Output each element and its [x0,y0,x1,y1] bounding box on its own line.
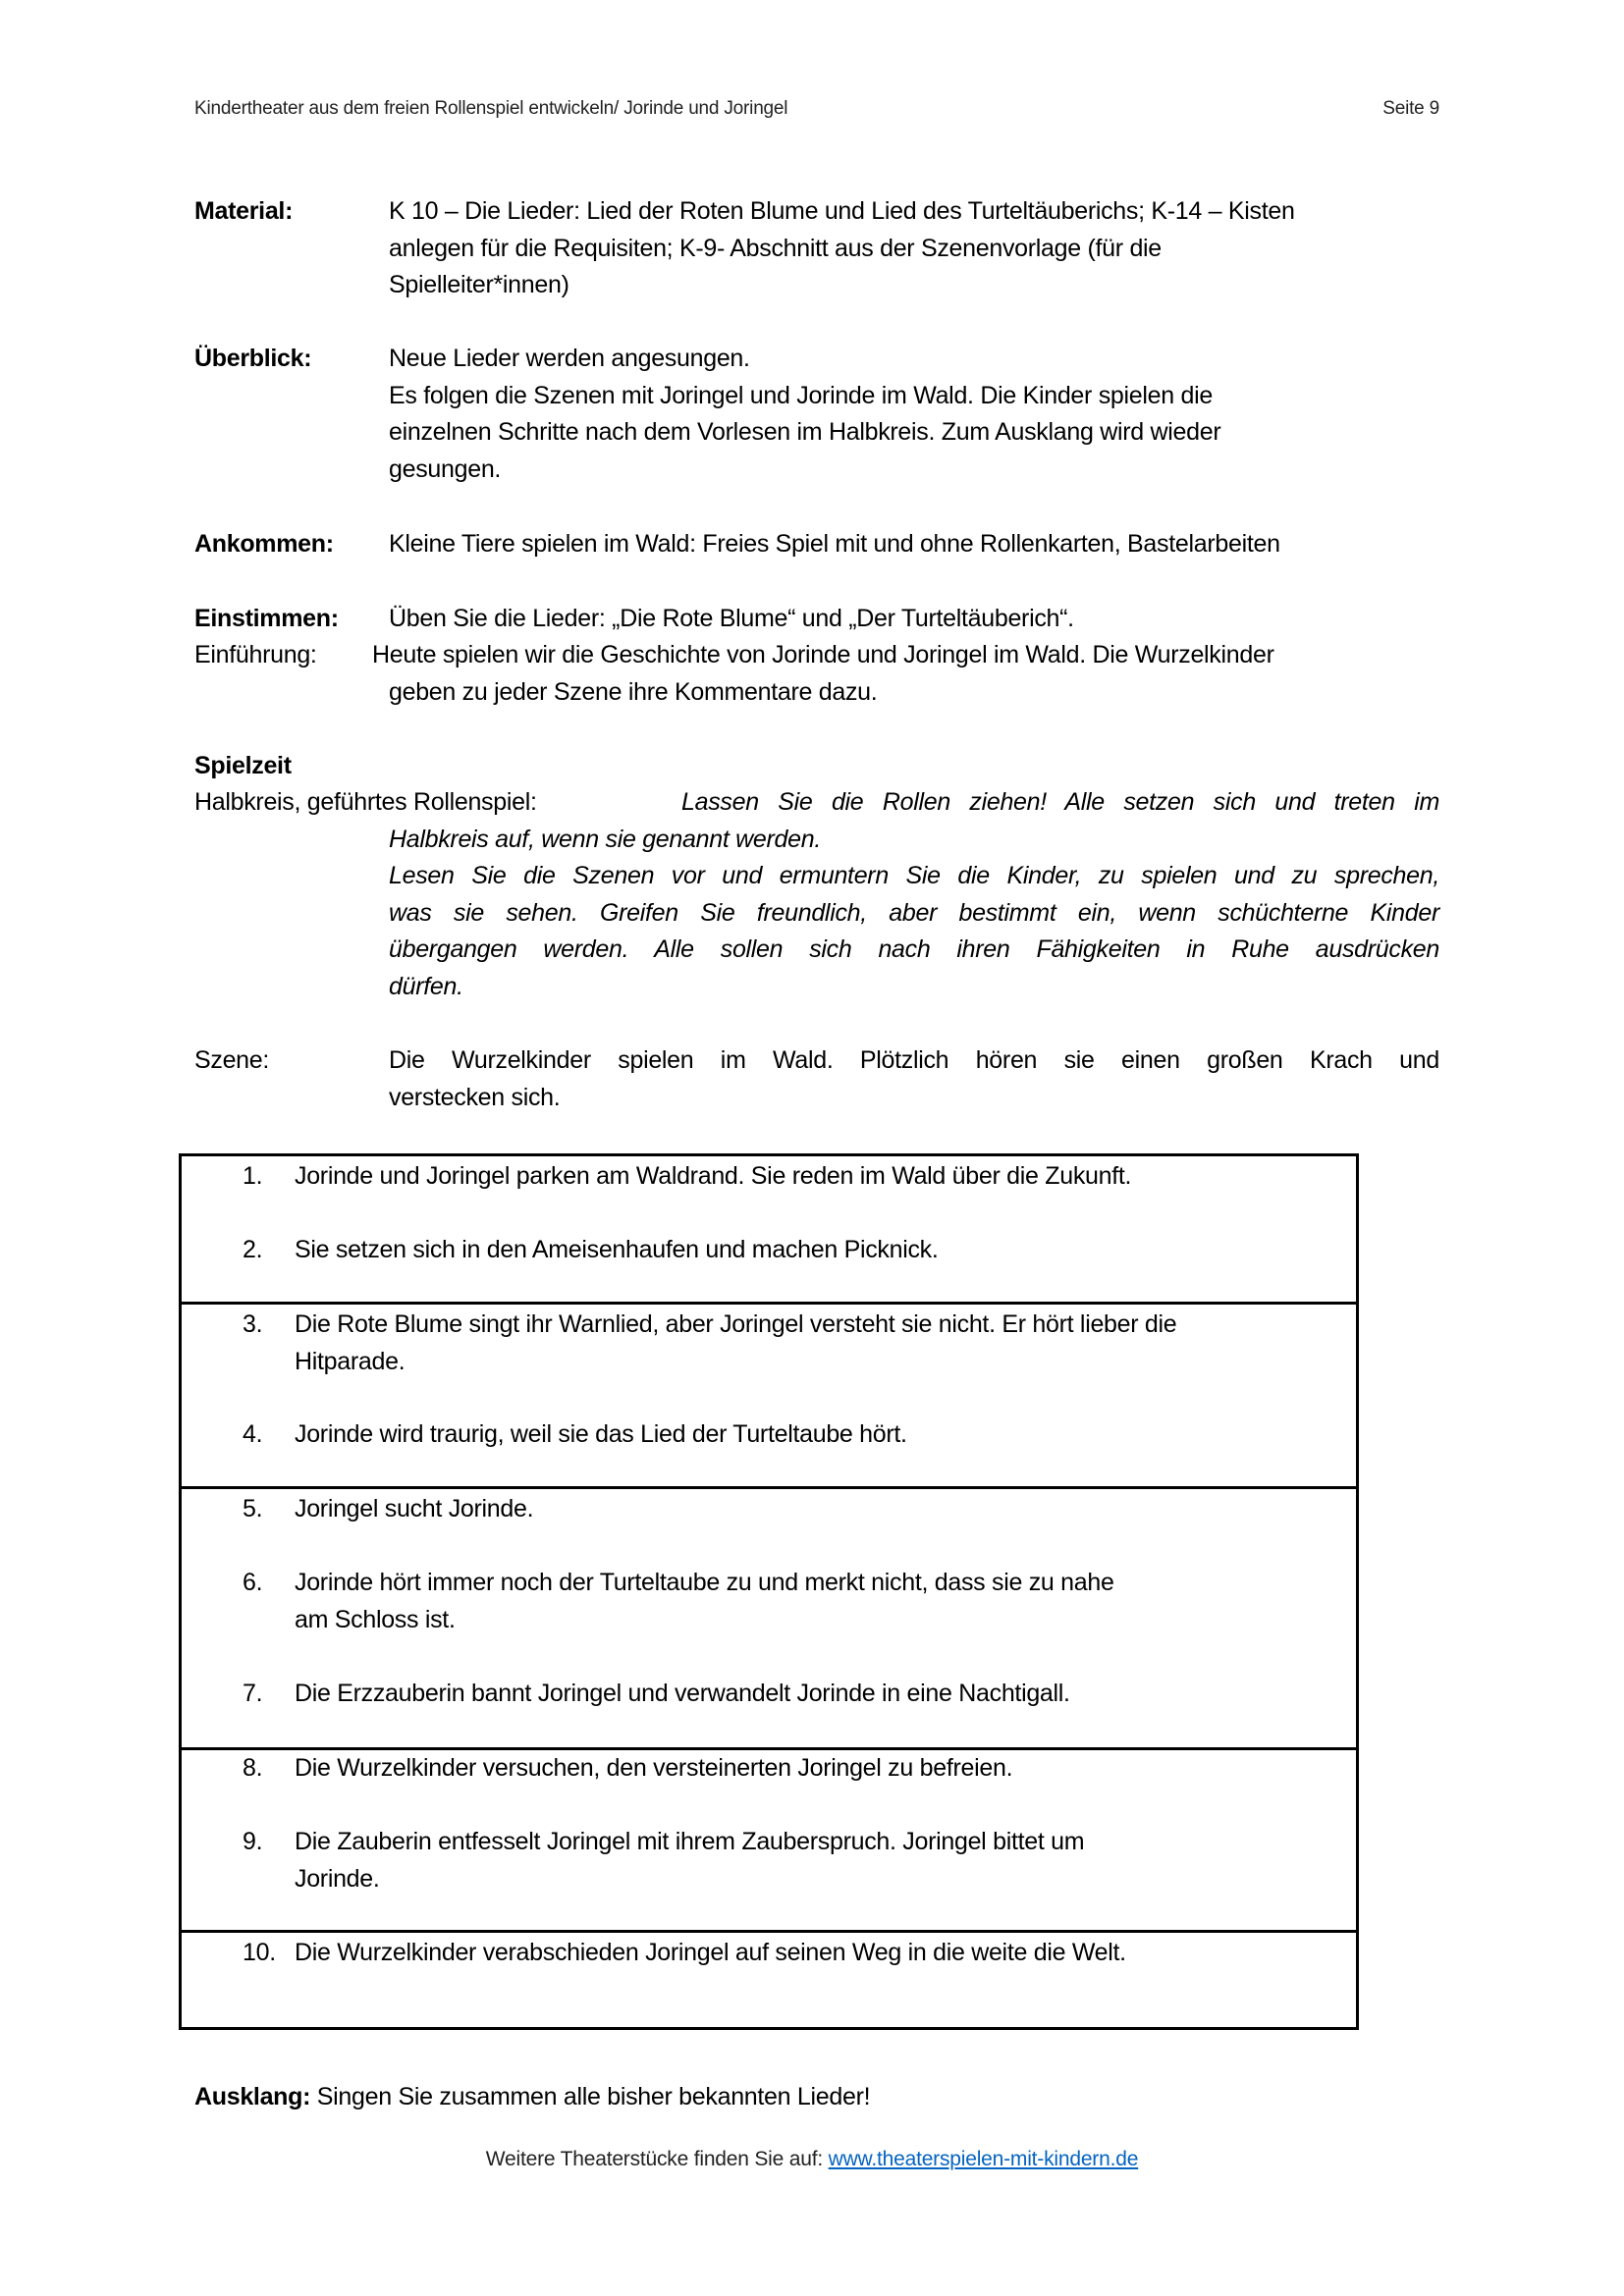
scene-steps-table [179,1153,1359,2030]
ankommen-label: Ankommen: [194,530,334,558]
spielzeit-line: Lassen Sie die Rollen ziehen! Alle setzen sich und treten im [681,788,1439,816]
website-link[interactable]: www.theaterspielen-mit-kindern.de [828,2148,1139,2170]
step-text: am Schloss ist. [295,1605,456,1633]
material-label: Material: [194,197,294,225]
step-number: 4. [243,1420,263,1448]
spielzeit-line: Lesen Sie die Szenen vor und ermuntern Sie die Kinder, zu spielen und zu sprechen, [389,862,1439,889]
step-text: Die Rote Blume singt ihr Warnlied, aber Joringel versteht sie nicht. Er hört lieber die [295,1310,1177,1338]
ueberblick-line: einzelnen Schritte nach dem Vorlesen im Halbkreis. Zum Ausklang wird wieder [389,418,1221,446]
page-header [194,98,1439,120]
szene-label: Szene: [194,1046,270,1074]
step-number: 9. [243,1828,263,1855]
step-number: 2. [243,1236,263,1263]
step-text: Joringel sucht Jorinde. [295,1495,534,1522]
step-number: 6. [243,1569,263,1596]
header-title: Kindertheater aus dem freien Rollenspiel entwickeln/ Jorinde und Joringel [194,98,788,119]
table-row-divider [182,1930,1356,1933]
szene-line: verstecken sich. [389,1083,561,1111]
step-text: Die Wurzelkinder versuchen, den versteinerten Joringel zu befreien. [295,1754,1013,1782]
ueberblick-line: Neue Lieder werden angesungen. [389,345,750,372]
ausklang-label: Ausklang: [194,2083,311,2110]
spielzeit-heading: Spielzeit [194,752,292,779]
ueberblick-label: Überblick: [194,345,312,372]
spielzeit-line: dürfen. [389,972,463,1000]
step-number: 3. [243,1310,263,1338]
einfuehrung-label: Einführung: [194,641,317,668]
spielzeit-line: Halbkreis auf, wenn sie genannt werden. [389,825,821,853]
step-text: Die Wurzelkinder verabschieden Joringel auf seinen Weg in die weite die Welt. [295,1939,1126,1966]
einstimmen-label: Einstimmen: [194,605,339,632]
step-number: 1. [243,1162,263,1190]
einfuehrung-line: geben zu jeder Szene ihre Kommentare dazu. [389,677,878,706]
material-line: Spielleiter*innen) [389,271,569,298]
table-row-divider [182,1302,1356,1305]
step-number: 8. [243,1754,263,1782]
material-line: anlegen für die Requisiten; K-9- Abschnitt aus der Szenenvorlage (für die [389,234,1162,262]
page-footer [0,2148,1624,2171]
step-text: Jorinde hört immer noch der Turteltaube zu und merkt nicht, dass sie zu nahe [295,1569,1114,1596]
table-row-divider [182,1486,1356,1489]
material-line: K 10 – Die Lieder: Lied der Roten Blume und Lied des Turteltäuberichs; K-14 – Kisten [389,197,1295,225]
ueberblick-line: gesungen. [389,454,502,483]
step-text: Hitparade. [295,1347,406,1375]
page-number: Seite 9 [1382,98,1439,119]
spielzeit-label: Halbkreis, geführtes Rollenspiel: [194,788,537,816]
step-text: Jorinde. [295,1864,380,1893]
step-number: 7. [243,1680,263,1707]
step-text: Die Erzzauberin bannt Joringel und verwandelt Jorinde in eine Nachtigall. [295,1680,1070,1707]
step-text: Die Zauberin entfesselt Joringel mit ihrem Zauberspruch. Joringel bittet um [295,1828,1085,1855]
spielzeit-line: übergangen werden. Alle sollen sich nach ihren Fähigkeiten in Ruhe ausdrücken [389,935,1439,963]
spielzeit-line: was sie sehen. Greifen Sie freundlich, aber bestimmt ein, wenn schüchterne Kinder [389,898,1439,927]
step-text: Jorinde und Joringel parken am Waldrand. Sie reden im Wald über die Zukunft. [295,1162,1132,1190]
ankommen-text: Kleine Tiere spielen im Wald: Freies Spiel mit und ohne Rollenkarten, Bastelarbeiten [389,530,1280,558]
einfuehrung-line: Heute spielen wir die Geschichte von Jorinde und Joringel im Wald. Die Wurzelkinder [372,641,1274,668]
step-text: Sie setzen sich in den Ameisenhaufen und machen Picknick. [295,1236,939,1263]
step-text: Jorinde wird traurig, weil sie das Lied der Turteltaube hört. [295,1420,907,1448]
ueberblick-line: Es folgen die Szenen mit Joringel und Jorinde im Wald. Die Kinder spielen die [389,381,1213,409]
step-number: 10. [243,1939,276,1966]
footer-text: Weitere Theaterstücke finden Sie auf: [485,2148,829,2170]
einstimmen-text: Üben Sie die Lieder: „Die Rote Blume“ und „Der Turteltäuberich“. [389,605,1074,632]
step-number: 5. [243,1495,263,1522]
section-ausklang [194,2079,870,2116]
ausklang-text: Singen Sie zusammen alle bisher bekannten Lieder! [310,2083,871,2110]
szene-line: Die Wurzelkinder spielen im Wald. Plötzlich hören sie einen großen Krach und [389,1046,1439,1074]
